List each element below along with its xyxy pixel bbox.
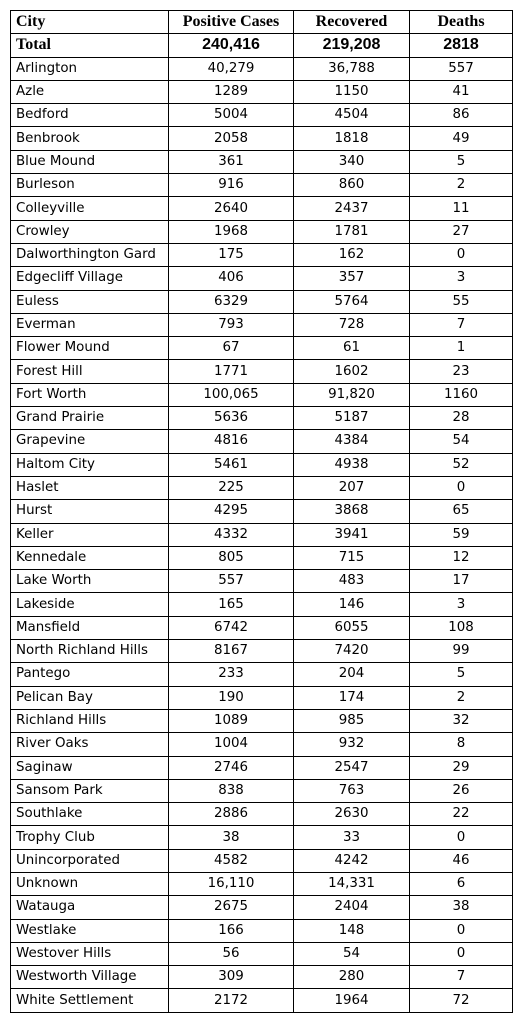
city-name-cell: Mansfield	[11, 616, 169, 639]
deaths-cell: 86	[410, 104, 513, 127]
recovered-cell: 148	[294, 919, 410, 942]
deaths-cell: 3	[410, 593, 513, 616]
city-name-cell: Dalworthington Gard	[11, 243, 169, 266]
positive-cases-cell: 166	[169, 919, 294, 942]
city-name-cell: Pantego	[11, 663, 169, 686]
table-row	[11, 104, 513, 127]
city-name-cell: Grand Prairie	[11, 407, 169, 430]
recovered-cell: 204	[294, 663, 410, 686]
recovered-cell: 4504	[294, 104, 410, 127]
recovered-cell: 280	[294, 966, 410, 989]
positive-cases-cell: 6329	[169, 290, 294, 313]
recovered-cell: 340	[294, 150, 410, 173]
table-row	[11, 267, 513, 290]
positive-cases-cell: 16,110	[169, 872, 294, 895]
city-name-cell: Euless	[11, 290, 169, 313]
positive-cases-cell: 309	[169, 966, 294, 989]
recovered-cell: 3941	[294, 523, 410, 546]
city-name-cell: Haltom City	[11, 453, 169, 476]
positive-cases-cell: 1968	[169, 220, 294, 243]
deaths-cell: 0	[410, 919, 513, 942]
table-row	[11, 872, 513, 895]
deaths-cell: 2	[410, 174, 513, 197]
city-name-cell: Bedford	[11, 104, 169, 127]
deaths-cell: 557	[410, 57, 513, 80]
table-row	[11, 966, 513, 989]
deaths-cell: 59	[410, 523, 513, 546]
positive-cases-cell: 165	[169, 593, 294, 616]
table-row	[11, 407, 513, 430]
recovered-cell: 14,331	[294, 872, 410, 895]
table-row	[11, 476, 513, 499]
positive-cases-cell: 38	[169, 826, 294, 849]
city-name-cell: Southlake	[11, 803, 169, 826]
positive-cases-cell: 2172	[169, 989, 294, 1012]
total-label: Total	[11, 34, 169, 57]
deaths-cell: 26	[410, 779, 513, 802]
deaths-cell: 17	[410, 570, 513, 593]
deaths-cell: 29	[410, 756, 513, 779]
recovered-cell: 483	[294, 570, 410, 593]
recovered-cell: 985	[294, 709, 410, 732]
table-row	[11, 57, 513, 80]
recovered-cell: 91,820	[294, 383, 410, 406]
table-row	[11, 779, 513, 802]
deaths-cell: 27	[410, 220, 513, 243]
recovered-cell: 2437	[294, 197, 410, 220]
table-row	[11, 80, 513, 103]
table-row	[11, 220, 513, 243]
table-row	[11, 500, 513, 523]
recovered-cell: 1150	[294, 80, 410, 103]
table-row	[11, 383, 513, 406]
positive-cases-cell: 40,279	[169, 57, 294, 80]
recovered-cell: 2404	[294, 896, 410, 919]
table-row	[11, 896, 513, 919]
city-name-cell: Lake Worth	[11, 570, 169, 593]
positive-cases-cell: 916	[169, 174, 294, 197]
table-row	[11, 942, 513, 965]
deaths-cell: 0	[410, 826, 513, 849]
recovered-cell: 6055	[294, 616, 410, 639]
deaths-cell: 108	[410, 616, 513, 639]
city-name-cell: North Richland Hills	[11, 640, 169, 663]
recovered-cell: 763	[294, 779, 410, 802]
recovered-cell: 728	[294, 313, 410, 336]
city-name-cell: Hurst	[11, 500, 169, 523]
table-row	[11, 640, 513, 663]
table-row	[11, 360, 513, 383]
recovered-cell: 932	[294, 733, 410, 756]
positive-cases-cell: 4332	[169, 523, 294, 546]
deaths-cell: 7	[410, 313, 513, 336]
recovered-cell: 5187	[294, 407, 410, 430]
city-name-cell: Kennedale	[11, 546, 169, 569]
recovered-cell: 61	[294, 337, 410, 360]
recovered-cell: 2630	[294, 803, 410, 826]
city-name-cell: Westover Hills	[11, 942, 169, 965]
city-name-cell: White Settlement	[11, 989, 169, 1012]
table-row	[11, 756, 513, 779]
city-name-cell: Richland Hills	[11, 709, 169, 732]
positive-cases-cell: 1289	[169, 80, 294, 103]
table-row	[11, 733, 513, 756]
positive-cases-cell: 1004	[169, 733, 294, 756]
deaths-cell: 1	[410, 337, 513, 360]
deaths-cell: 32	[410, 709, 513, 732]
deaths-cell: 99	[410, 640, 513, 663]
city-name-cell: River Oaks	[11, 733, 169, 756]
table-row	[11, 686, 513, 709]
positive-cases-cell: 4816	[169, 430, 294, 453]
positive-cases-cell: 1089	[169, 709, 294, 732]
table-row	[11, 337, 513, 360]
header-row	[11, 11, 513, 34]
table-row	[11, 174, 513, 197]
city-name-cell: Westworth Village	[11, 966, 169, 989]
recovered-cell: 54	[294, 942, 410, 965]
deaths-cell: 22	[410, 803, 513, 826]
recovered-cell: 2547	[294, 756, 410, 779]
recovered-cell: 5764	[294, 290, 410, 313]
table-row	[11, 290, 513, 313]
deaths-cell: 8	[410, 733, 513, 756]
positive-cases-cell: 6742	[169, 616, 294, 639]
city-name-cell: Unincorporated	[11, 849, 169, 872]
city-name-cell: Unknown	[11, 872, 169, 895]
positive-cases-cell: 838	[169, 779, 294, 802]
city-name-cell: Sansom Park	[11, 779, 169, 802]
table-row	[11, 523, 513, 546]
table-row	[11, 709, 513, 732]
positive-cases-cell: 406	[169, 267, 294, 290]
total-row	[11, 34, 513, 57]
city-name-cell: Benbrook	[11, 127, 169, 150]
city-name-cell: Watauga	[11, 896, 169, 919]
deaths-cell: 55	[410, 290, 513, 313]
table-row	[11, 197, 513, 220]
city-name-cell: Fort Worth	[11, 383, 169, 406]
table-row	[11, 919, 513, 942]
deaths-cell: 28	[410, 407, 513, 430]
table-row	[11, 453, 513, 476]
positive-cases-cell: 175	[169, 243, 294, 266]
table-row	[11, 313, 513, 336]
positive-cases-cell: 5461	[169, 453, 294, 476]
deaths-cell: 49	[410, 127, 513, 150]
table-row	[11, 546, 513, 569]
recovered-cell: 162	[294, 243, 410, 266]
positive-cases-cell: 4295	[169, 500, 294, 523]
positive-cases-cell: 2886	[169, 803, 294, 826]
header-positive-cases: Positive Cases	[169, 11, 294, 34]
deaths-cell: 0	[410, 476, 513, 499]
deaths-cell: 52	[410, 453, 513, 476]
table-row	[11, 127, 513, 150]
table-row	[11, 616, 513, 639]
table-row	[11, 849, 513, 872]
city-name-cell: Forest Hill	[11, 360, 169, 383]
city-name-cell: Edgecliff Village	[11, 267, 169, 290]
table-row	[11, 803, 513, 826]
deaths-cell: 23	[410, 360, 513, 383]
positive-cases-cell: 5004	[169, 104, 294, 127]
city-cases-table	[10, 10, 513, 1013]
table-row	[11, 663, 513, 686]
table-row	[11, 826, 513, 849]
recovered-cell: 146	[294, 593, 410, 616]
city-name-cell: Crowley	[11, 220, 169, 243]
table-row	[11, 430, 513, 453]
deaths-cell: 2	[410, 686, 513, 709]
recovered-cell: 4242	[294, 849, 410, 872]
city-name-cell: Trophy Club	[11, 826, 169, 849]
positive-cases-cell: 233	[169, 663, 294, 686]
positive-cases-cell: 2640	[169, 197, 294, 220]
positive-cases-cell: 805	[169, 546, 294, 569]
deaths-cell: 5	[410, 150, 513, 173]
city-name-cell: Colleyville	[11, 197, 169, 220]
header-city: City	[11, 11, 169, 34]
deaths-cell: 1160	[410, 383, 513, 406]
deaths-cell: 11	[410, 197, 513, 220]
recovered-cell: 1964	[294, 989, 410, 1012]
header-deaths: Deaths	[410, 11, 513, 34]
recovered-cell: 715	[294, 546, 410, 569]
deaths-cell: 46	[410, 849, 513, 872]
recovered-cell: 1602	[294, 360, 410, 383]
positive-cases-cell: 56	[169, 942, 294, 965]
city-name-cell: Azle	[11, 80, 169, 103]
positive-cases-cell: 8167	[169, 640, 294, 663]
positive-cases-cell: 1771	[169, 360, 294, 383]
recovered-cell: 4938	[294, 453, 410, 476]
city-name-cell: Keller	[11, 523, 169, 546]
city-name-cell: Arlington	[11, 57, 169, 80]
positive-cases-cell: 361	[169, 150, 294, 173]
deaths-cell: 3	[410, 267, 513, 290]
recovered-cell: 36,788	[294, 57, 410, 80]
deaths-cell: 54	[410, 430, 513, 453]
city-name-cell: Westlake	[11, 919, 169, 942]
recovered-cell: 1781	[294, 220, 410, 243]
total-positive-cases: 240,416	[169, 34, 294, 57]
table-row	[11, 989, 513, 1012]
deaths-cell: 38	[410, 896, 513, 919]
positive-cases-cell: 557	[169, 570, 294, 593]
recovered-cell: 174	[294, 686, 410, 709]
positive-cases-cell: 190	[169, 686, 294, 709]
city-name-cell: Everman	[11, 313, 169, 336]
positive-cases-cell: 5636	[169, 407, 294, 430]
city-name-cell: Pelican Bay	[11, 686, 169, 709]
positive-cases-cell: 100,065	[169, 383, 294, 406]
city-name-cell: Grapevine	[11, 430, 169, 453]
city-name-cell: Flower Mound	[11, 337, 169, 360]
table-row	[11, 150, 513, 173]
positive-cases-cell: 793	[169, 313, 294, 336]
total-deaths: 2818	[410, 34, 513, 57]
city-name-cell: Saginaw	[11, 756, 169, 779]
recovered-cell: 860	[294, 174, 410, 197]
positive-cases-cell: 225	[169, 476, 294, 499]
table-row	[11, 593, 513, 616]
total-recovered: 219,208	[294, 34, 410, 57]
header-recovered: Recovered	[294, 11, 410, 34]
recovered-cell: 4384	[294, 430, 410, 453]
recovered-cell: 1818	[294, 127, 410, 150]
recovered-cell: 3868	[294, 500, 410, 523]
positive-cases-cell: 67	[169, 337, 294, 360]
deaths-cell: 72	[410, 989, 513, 1012]
recovered-cell: 7420	[294, 640, 410, 663]
positive-cases-cell: 2058	[169, 127, 294, 150]
cases-table-container	[10, 10, 513, 1013]
positive-cases-cell: 2746	[169, 756, 294, 779]
city-name-cell: Burleson	[11, 174, 169, 197]
city-name-cell: Haslet	[11, 476, 169, 499]
recovered-cell: 33	[294, 826, 410, 849]
deaths-cell: 12	[410, 546, 513, 569]
table-row	[11, 243, 513, 266]
deaths-cell: 0	[410, 942, 513, 965]
deaths-cell: 0	[410, 243, 513, 266]
recovered-cell: 207	[294, 476, 410, 499]
city-name-cell: Lakeside	[11, 593, 169, 616]
city-name-cell: Blue Mound	[11, 150, 169, 173]
positive-cases-cell: 4582	[169, 849, 294, 872]
deaths-cell: 6	[410, 872, 513, 895]
table-row	[11, 570, 513, 593]
deaths-cell: 65	[410, 500, 513, 523]
recovered-cell: 357	[294, 267, 410, 290]
deaths-cell: 5	[410, 663, 513, 686]
deaths-cell: 7	[410, 966, 513, 989]
positive-cases-cell: 2675	[169, 896, 294, 919]
deaths-cell: 41	[410, 80, 513, 103]
